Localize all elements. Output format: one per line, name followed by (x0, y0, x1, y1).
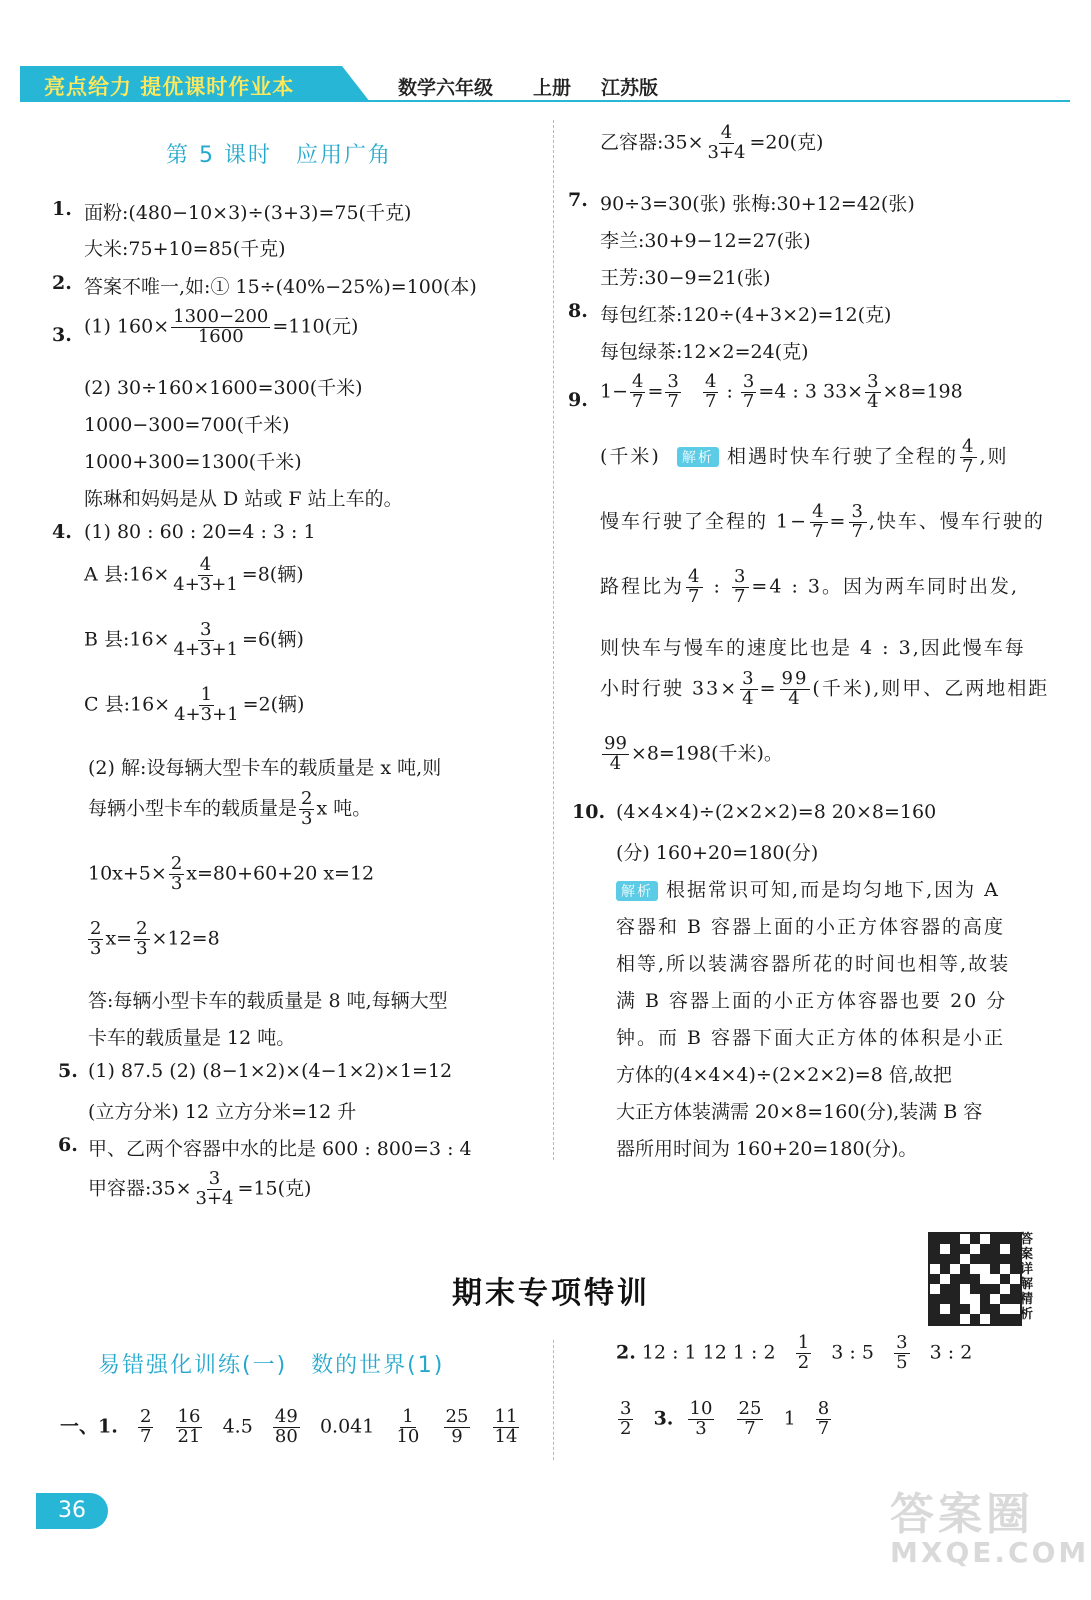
answer-line: 每辆小型卡车的载质量是 $\frac{2}{3}$ x 吨。 (88, 788, 372, 829)
answer-line: 乙容器:35× $\frac{4}{3+4}$ =20(克) (600, 122, 824, 163)
answer-line: A 县:16× $\frac{4}{4+3+1}$ =8(辆) (84, 554, 304, 595)
answer-line: 1− $\frac{4}{7}$ = $\frac{3}{7}$ $\frac{4}{7}$ : $\frac{3}{7}$ =4 : 3 33× $\frac{3}{4}$ ×8=198 (600, 371, 963, 412)
answer-line: 1000−300=700(千米) (84, 414, 290, 436)
answer-line: 方体的(4×4×4)÷(2×2×2)=8 倍,故把 (616, 1064, 952, 1086)
fraction: $\frac{11}{14}$ (494, 1406, 518, 1447)
lesson-title: 第 5 课时 应用广角 (166, 143, 392, 168)
answer-line: 答案不唯一,如:① 15÷(40%−25%)=100(本) (84, 276, 477, 298)
answer-line: 容器和 B 容器上面的小正方体容器的高度 (616, 916, 1006, 938)
question-number: 4. (52, 521, 72, 543)
question-number: 1. (52, 198, 72, 220)
fraction: $\frac{3}{7}$ (851, 501, 865, 542)
fraction: $\frac{3}{4}$ (742, 668, 756, 709)
fraction: $\frac{2}{3}$ (170, 853, 183, 894)
answer-line: B 县:16× $\frac{3}{4+3+1}$ =6(辆) (84, 619, 304, 660)
fraction: $\frac{4}{7}$ (961, 436, 976, 477)
header-rule (360, 100, 1070, 102)
fraction: $\frac{16}{21}$ (177, 1406, 201, 1447)
question-number: 10. (572, 801, 606, 823)
answer-line: 李兰:30+9−12=27(张) (600, 230, 811, 252)
answer-line: (4×4×4)÷(2×2×2)=8 20×8=160 (616, 801, 937, 823)
qr-code-icon (928, 1232, 1022, 1326)
fraction: $\frac{99}{4}$ (604, 733, 627, 774)
fraction: $\frac{1}{10}$ (396, 1406, 420, 1447)
fraction: $\frac{10}{3}$ (689, 1398, 713, 1439)
answer-line: 90÷3=30(张) 张梅:30+12=42(张) (600, 193, 915, 215)
answer-line: 大米:75+10=85(千克) (84, 238, 286, 260)
answer-line: 答:每辆小型卡车的载质量是 8 吨,每辆大型 (88, 990, 448, 1012)
book-brand: 亮点给力 提优课时作业本 (44, 75, 295, 99)
fraction: $\frac{3}{7}$ (742, 371, 755, 412)
answer-line: 面粉:(480−10×3)÷(3+3)=75(千克) (84, 202, 412, 224)
answer-line: 1000+300=1300(千米) (84, 451, 302, 473)
analysis-tag: 解析 (677, 447, 719, 467)
fraction: $\frac{3}{2}$ (620, 1398, 632, 1439)
answer-line: 路程比为 $\frac{4}{7}$ : $\frac{3}{7}$ =4 : 3。因为两车同时出发, (600, 566, 1020, 607)
answer-line: 每包绿茶:12×2=24(克) (600, 341, 809, 363)
answer-line: (2) 30÷160×1600=300(千米) (84, 377, 363, 399)
fraction: $\frac{1300-200}{1600}$ (173, 306, 269, 347)
question-number: 6. (58, 1134, 78, 1156)
answer-line: 则快车与慢车的速度比也是 4 : 3,因此慢车每 (600, 637, 1026, 659)
answer-line: (2) 解:设每辆大型卡车的载质量是 x 吨,则 (88, 757, 442, 779)
answer-line: 每包红茶:120÷(4+3×2)=12(克) (600, 304, 892, 326)
header-subject: 数学六年级 (398, 77, 494, 99)
fraction: $\frac{3}{5}$ (896, 1332, 908, 1373)
section-title: 期末专项特训 (452, 1276, 650, 1311)
fraction: $\frac{25}{7}$ (738, 1398, 762, 1439)
answer-line: 陈琳和妈妈是从 D 站或 F 站上车的。 (84, 488, 403, 510)
answer-line: 小时行驶 33× $\frac{3}{4}$ = $\frac{99}{4}$ (千米),则甲、乙两地相距 (600, 668, 1050, 709)
answer-line: $\frac{2}{3}$ x= $\frac{2}{3}$ ×12=8 (90, 918, 220, 959)
answer-line: 2. 12 : 1 12 1 : 2 $\frac{1}{2}$ 3 : 5 $\frac{3}{5}$ 3 : 2 (616, 1332, 973, 1373)
answer-line: 解析 根据常识可知,而是均匀地下,因为 A (616, 875, 1000, 902)
answer-line: (千米) 解析 相遇时快车行驶了全程的 $\frac{4}{7}$ ,则 (600, 436, 1009, 477)
fraction: $\frac{1}{4+3+1}$ (174, 684, 239, 725)
fraction: $\frac{3}{7}$ (733, 566, 748, 607)
answer-line: 10x+5× $\frac{2}{3}$ x=80+60+20 x=12 (88, 853, 375, 894)
fraction: $\frac{4}{7}$ (688, 566, 702, 607)
subsection-title: 易错强化训练(一) 数的世界(1) (98, 1353, 445, 1378)
fraction: $\frac{25}{9}$ (445, 1406, 469, 1447)
question-number: 2. (52, 272, 72, 294)
fraction: $\frac{4}{7}$ (632, 371, 644, 412)
fraction: $\frac{3}{3+4}$ (195, 1168, 234, 1209)
fraction: $\frac{2}{3}$ (136, 918, 148, 959)
fraction: $\frac{8}{7}$ (817, 1398, 830, 1439)
fraction: $\frac{4}{7}$ (812, 501, 826, 542)
fraction: $\frac{3}{4}$ (867, 371, 879, 412)
question-number: 8. (568, 300, 588, 322)
answer-line: (1) 80 : 60 : 20=4 : 3 : 1 (84, 521, 316, 543)
answer-line: 相等,所以装满容器所花的时间也相等,故装 (616, 953, 1011, 975)
column-divider (553, 120, 554, 1160)
question-number: 5. (58, 1060, 78, 1082)
answer-line: (立方分米) 12 立方分米=12 升 (88, 1101, 357, 1123)
answer-line: (1) 87.5 (2) (8−1×2)×(4−1×2)×1=12 (88, 1060, 453, 1082)
answer-line: 甲、乙两个容器中水的比是 600 : 800=3 : 4 (88, 1138, 472, 1160)
answer-line: 甲容器:35× $\frac{3}{3+4}$ =15(克) (88, 1168, 312, 1209)
analysis-tag: 解析 (616, 881, 658, 901)
fraction: $\frac{1}{2}$ (797, 1332, 810, 1373)
answer-line: 一、1. $\frac{2}{7}$ $\frac{16}{21}$ 4.5 $\frac{49}{80}$ 0.041 $\frac{1}{10}$ $\frac{25}{9}$ $\frac{11}{14}$ (60, 1406, 518, 1447)
answer-line: $\frac{99}{4}$ ×8=198(千米)。 (604, 733, 783, 774)
answer-line: $\frac{3}{2}$ 3. $\frac{10}{3}$ $\frac{25}{7}$ 1 $\frac{8}{7}$ (620, 1398, 830, 1439)
fraction: $\frac{2}{3}$ (301, 788, 313, 829)
answer-line: 大正方体装满需 20×8=160(分),装满 B 容 (616, 1101, 983, 1123)
answer-line: (分) 160+20=180(分) (616, 842, 819, 864)
fraction: $\frac{99}{4}$ (781, 668, 809, 709)
answer-line: 卡车的载质量是 12 吨。 (88, 1027, 296, 1049)
fraction: $\frac{49}{80}$ (274, 1406, 298, 1447)
answer-line: 王芳:30−9=21(张) (600, 267, 771, 289)
header-edition: 江苏版 (601, 77, 659, 99)
question-number: 7. (568, 189, 588, 211)
page-number: 36 (36, 1493, 108, 1529)
fraction: $\frac{4}{3+4}$ (707, 122, 746, 163)
fraction: $\frac{3}{4+3+1}$ (173, 619, 239, 660)
question-number: 9. (568, 389, 588, 411)
question-number: 3. (52, 324, 72, 346)
watermark: 答案圈 MXQE.COM (890, 1489, 1090, 1569)
answer-line: C 县:16× $\frac{1}{4+3+1}$ =2(辆) (84, 684, 305, 725)
answer-line: 钟。而 B 容器下面大正方体的体积是小正 (616, 1027, 1006, 1049)
fraction: $\frac{2}{3}$ (90, 918, 102, 959)
fraction: $\frac{4}{4+3+1}$ (173, 554, 238, 595)
qr-caption: 答案详解精析 (1020, 1232, 1034, 1322)
fraction: $\frac{2}{7}$ (139, 1406, 152, 1447)
answer-line: (1) 160× $\frac{1300-200}{1600}$ =110(元) (84, 306, 359, 347)
answer-line: 满 B 容器上面的小正方体容器也要 20 分 (616, 990, 1008, 1012)
answer-line: 慢车行驶了全程的 1− $\frac{4}{7}$ = $\frac{3}{7}$ ,快车、慢车行驶的 (600, 501, 1045, 542)
answer-line: 器所用时间为 160+20=180(分)。 (616, 1138, 918, 1160)
fraction: $\frac{3}{7}$ (667, 371, 679, 412)
header-volume: 上册 (533, 77, 572, 99)
fraction: $\frac{4}{7}$ (704, 371, 717, 412)
column-divider (553, 1340, 554, 1460)
